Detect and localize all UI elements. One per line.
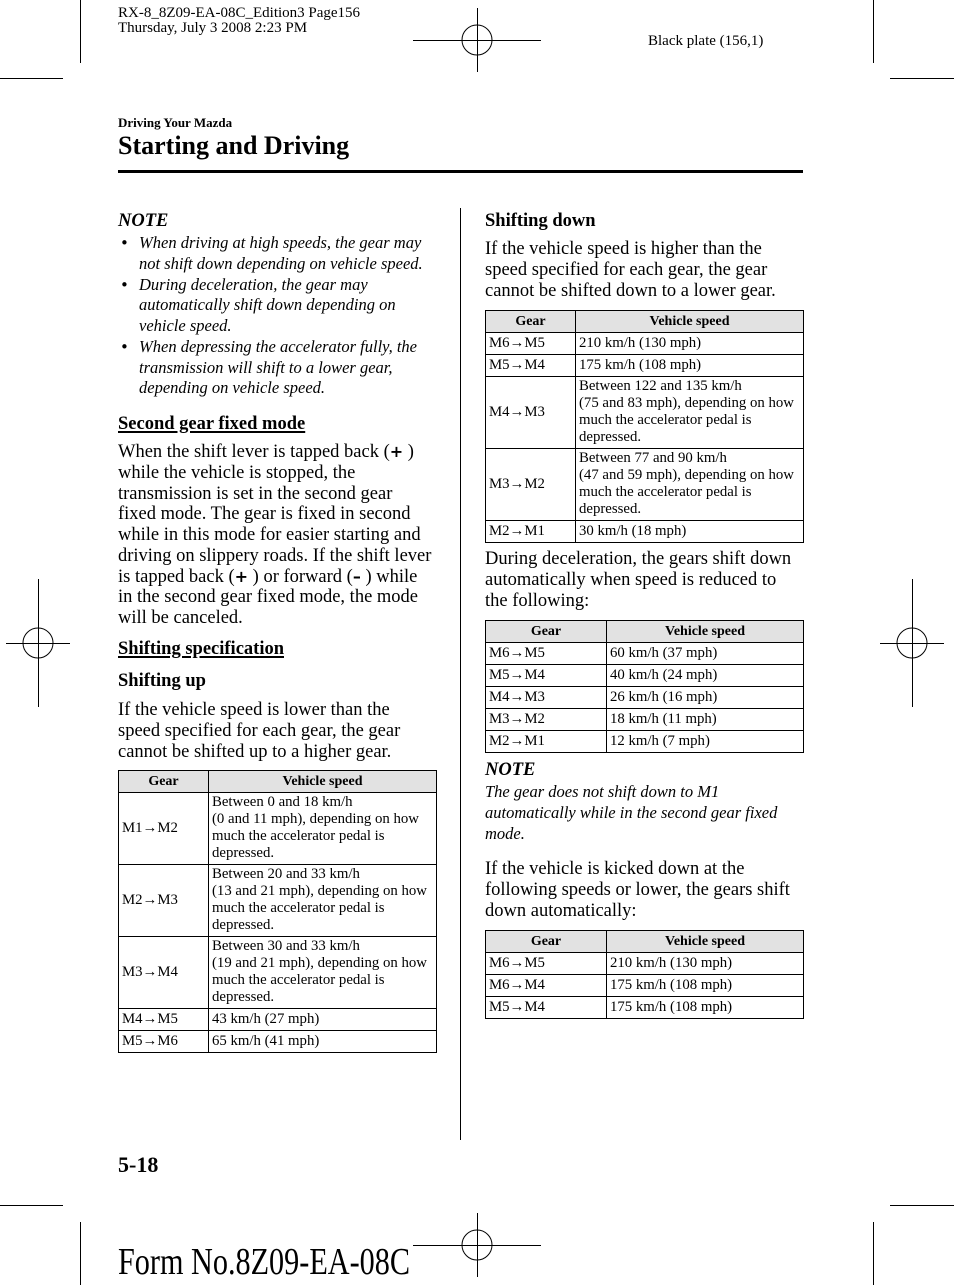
gear-cell: M4→M3 (486, 687, 607, 709)
text-line: vehicle speed. (139, 316, 232, 335)
text-segment: ) (403, 442, 414, 462)
form-number: Form No.8Z09-EA-08C (118, 1241, 411, 1283)
shift-down-table (485, 310, 804, 543)
speed-cell (209, 937, 437, 1009)
speed-line: (13 and 21 mph), depending on how (212, 883, 427, 899)
text-line: mode. (485, 823, 525, 843)
speed-cell (607, 687, 804, 709)
speed-cell (576, 355, 804, 377)
speed-cell (607, 997, 804, 1019)
speed-table-grid (118, 770, 437, 1053)
text-line: in the second gear fixed mode, the mode (118, 587, 419, 608)
speed-line: (19 and 21 mph), depending on how (212, 955, 427, 971)
gear-cell: M5→M4 (486, 997, 607, 1019)
text-line: speed specified for each gear, the gear (485, 259, 768, 280)
speed-header-cell: Vehicle speed (576, 311, 804, 333)
section-heading-second-gear: Second gear fixed mode (118, 414, 306, 434)
text-line: while the vehicle is stopped, the (118, 462, 356, 483)
text-line: automatically shift down depending on (139, 295, 396, 315)
text-line: • When depressing the accelerator fully, the (139, 336, 417, 356)
text-line: The gear does not shift down to M1 (485, 782, 720, 801)
gear-cell: M6→M4 (486, 975, 607, 997)
column-divider (460, 208, 461, 1140)
speed-line: much the accelerator pedal is (579, 484, 752, 500)
text-line: cannot be shifted up to a higher gear. (118, 741, 392, 762)
text-segment: ) while (360, 566, 418, 587)
text-line: speed specified for each gear, the gear (118, 720, 401, 741)
speed-cell (209, 1031, 437, 1053)
note-bullet-item (118, 275, 423, 337)
speed-cell (607, 643, 804, 665)
page-number: 5-18 (118, 1152, 159, 1177)
speed-line: much the accelerator pedal is (212, 828, 385, 844)
gear-cell: M2→M1 (486, 731, 607, 753)
text-segment: is tapped back ( (118, 566, 235, 587)
table-row (486, 731, 804, 753)
speed-cell (607, 665, 804, 687)
note-bullet-list (118, 233, 423, 399)
speed-line: depressed. (579, 501, 642, 517)
text-line: If the vehicle speed is lower than the (118, 700, 390, 720)
table-row (486, 975, 804, 997)
text-line: driving on slippery roads. If the shift lever (118, 545, 432, 566)
deceleration-table (485, 620, 804, 753)
table-row (486, 377, 804, 449)
speed-cell (209, 793, 437, 865)
text-line: while in this mode for easier starting and (118, 525, 421, 545)
gear-cell: M6→M5 (486, 953, 607, 975)
speed-header-cell: Vehicle speed (209, 771, 437, 793)
section-heading-shifting-specification: Shifting specification (118, 639, 284, 659)
text-line: the following: (485, 590, 590, 611)
speed-line: 40 km/h (24 mph) (610, 667, 718, 683)
speed-line: depressed. (212, 989, 275, 1005)
text-line: will be canceled. (118, 608, 243, 628)
table-row (119, 937, 437, 1009)
speed-line: much the accelerator pedal is (579, 412, 752, 428)
gear-cell: M2→M3 (119, 865, 209, 937)
gear-cell: M3→M2 (486, 449, 576, 521)
gear-header-cell: Gear (486, 621, 607, 643)
speed-line: 18 km/h (11 mph) (610, 711, 717, 727)
text-line (118, 442, 431, 463)
text-segment: ) or forward ( (248, 566, 353, 587)
shift-direction-symbol: + (389, 442, 404, 461)
gear-header-cell: Gear (486, 931, 607, 953)
text-line: fixed mode. The gear is fixed in second (118, 504, 411, 525)
table-row (486, 665, 804, 687)
speed-line: 60 km/h (37 mph) (610, 645, 718, 661)
table-row (119, 1031, 437, 1053)
header-rule (118, 170, 803, 173)
speed-line: (47 and 59 mph), depending on how (579, 467, 794, 483)
gear-cell: M4→M3 (486, 377, 576, 449)
speed-table-grid (485, 930, 804, 1019)
gear-cell: M3→M4 (119, 937, 209, 1009)
shift-direction-symbol: + (234, 566, 249, 586)
text-line: automatically when speed is reduced to (485, 569, 777, 590)
body-paragraph-deceleration (485, 549, 791, 611)
speed-line: 26 km/h (16 mph) (610, 689, 718, 705)
gear-cell: M3→M2 (486, 709, 607, 731)
speed-cell (576, 449, 804, 521)
gear-cell: M5→M6 (119, 1031, 209, 1053)
table-header-row (486, 311, 804, 333)
speed-line: 210 km/h (130 mph) (610, 955, 733, 971)
print-date-line: Thursday, July 3 2008 2:23 PM (118, 20, 308, 36)
registration-mark-left (6, 579, 70, 707)
text-line: • During deceleration, the gear may (139, 274, 368, 294)
page-title: Starting and Driving (118, 131, 350, 160)
shift-direction-symbol: – (352, 566, 361, 586)
text-line: If the vehicle is kicked down at the (485, 859, 745, 879)
speed-line: 175 km/h (108 mph) (610, 977, 733, 993)
gear-cell: M1→M2 (119, 793, 209, 865)
table-row (486, 709, 804, 731)
table-row (119, 865, 437, 937)
text-line: • When driving at high speeds, the gear may (139, 233, 422, 252)
gear-cell: M5→M4 (486, 355, 576, 377)
text-line: If the vehicle speed is higher than the (485, 239, 762, 259)
kickdown-table (485, 930, 804, 1019)
subheading-shifting-up: Shifting up (118, 671, 206, 691)
gear-cell: M5→M4 (486, 665, 607, 687)
speed-line: Between 122 and 135 km/h (579, 378, 742, 394)
table-row (486, 643, 804, 665)
text-line: cannot be shifted down to a lower gear. (485, 280, 776, 301)
speed-line: 12 km/h (7 mph) (610, 733, 710, 749)
speed-cell (209, 1009, 437, 1031)
speed-line: much the accelerator pedal is (212, 972, 385, 988)
gear-cell: M2→M1 (486, 521, 576, 543)
table-header-row (486, 931, 804, 953)
table-row (119, 1009, 437, 1031)
gear-cell: M6→M5 (486, 643, 607, 665)
section-label: Driving Your Mazda (118, 115, 233, 130)
speed-line: 175 km/h (108 mph) (610, 999, 733, 1015)
speed-line: Between 20 and 33 km/h (212, 866, 360, 882)
plate-label: Black plate (156,1) (648, 33, 764, 49)
text-line: following speeds or lower, the gears shift (485, 879, 790, 900)
speed-header-cell: Vehicle speed (607, 621, 804, 643)
text-line: During deceleration, the gears shift down (485, 549, 792, 569)
speed-line: 30 km/h (18 mph) (579, 523, 687, 539)
speed-cell (607, 731, 804, 753)
speed-line: (75 and 83 mph), depending on how (579, 395, 794, 411)
gear-header-cell: Gear (486, 311, 576, 333)
gear-cell: M4→M5 (119, 1009, 209, 1031)
speed-line: Between 0 and 18 km/h (212, 794, 353, 810)
speed-cell (607, 953, 804, 975)
table-header-row (486, 621, 804, 643)
text-segment: When the shift lever is tapped back ( (118, 442, 390, 462)
table-header-row (119, 771, 437, 793)
speed-table-grid (485, 310, 804, 543)
print-job-line: RX-8_8Z09-EA-08C_Edition3 Page156 (118, 5, 361, 21)
body-paragraph-kickdown (485, 859, 790, 921)
table-row (486, 449, 804, 521)
gear-header-cell: Gear (119, 771, 209, 793)
text-line: automatically while in the second gear fixed (485, 802, 778, 822)
speed-table-grid (485, 620, 804, 753)
registration-mark-top (413, 8, 541, 72)
table-row (486, 355, 804, 377)
speed-line: (0 and 11 mph), depending on how (212, 811, 419, 827)
text-line: not shift down depending on vehicle speed. (139, 253, 423, 273)
speed-cell (576, 377, 804, 449)
speed-line: Between 77 and 90 km/h (579, 450, 727, 466)
speed-line: 175 km/h (108 mph) (579, 357, 702, 373)
text-line: transmission will shift to a lower gear, (139, 357, 393, 377)
speed-line: depressed. (579, 429, 642, 445)
body-paragraph-shifting-down (485, 239, 776, 301)
table-row (486, 997, 804, 1019)
speed-line: 210 km/h (130 mph) (579, 335, 702, 351)
speed-line: much the accelerator pedal is (212, 900, 385, 916)
shift-up-table (118, 770, 437, 1053)
note-text-right (485, 782, 777, 844)
note-heading: NOTE (118, 211, 169, 231)
text-line (118, 567, 431, 588)
note-heading-right: NOTE (485, 760, 536, 780)
table-row (486, 687, 804, 709)
speed-cell (209, 865, 437, 937)
speed-line: depressed. (212, 845, 275, 861)
registration-mark-right (880, 579, 944, 707)
subheading-shifting-down: Shifting down (485, 211, 596, 231)
table-row (486, 521, 804, 543)
body-paragraph-second-gear (118, 442, 431, 629)
registration-mark-bottom (413, 1213, 541, 1277)
speed-cell (607, 975, 804, 997)
text-line: depending on vehicle speed. (139, 378, 326, 398)
speed-cell (607, 709, 804, 731)
table-row (486, 333, 804, 355)
note-bullet-item (118, 337, 423, 399)
table-row (486, 953, 804, 975)
text-line: down automatically: (485, 900, 637, 921)
speed-line: 65 km/h (41 mph) (212, 1033, 320, 1049)
speed-header-cell: Vehicle speed (607, 931, 804, 953)
speed-line: 43 km/h (27 mph) (212, 1011, 320, 1027)
speed-cell (576, 333, 804, 355)
body-paragraph-shifting-up (118, 700, 400, 762)
gear-cell: M6→M5 (486, 333, 576, 355)
note-bullet-item (118, 233, 423, 275)
speed-line: depressed. (212, 917, 275, 933)
text-line: transmission is set in the second gear (118, 483, 393, 504)
speed-cell (576, 521, 804, 543)
table-row (119, 793, 437, 865)
speed-line: Between 30 and 33 km/h (212, 938, 360, 954)
